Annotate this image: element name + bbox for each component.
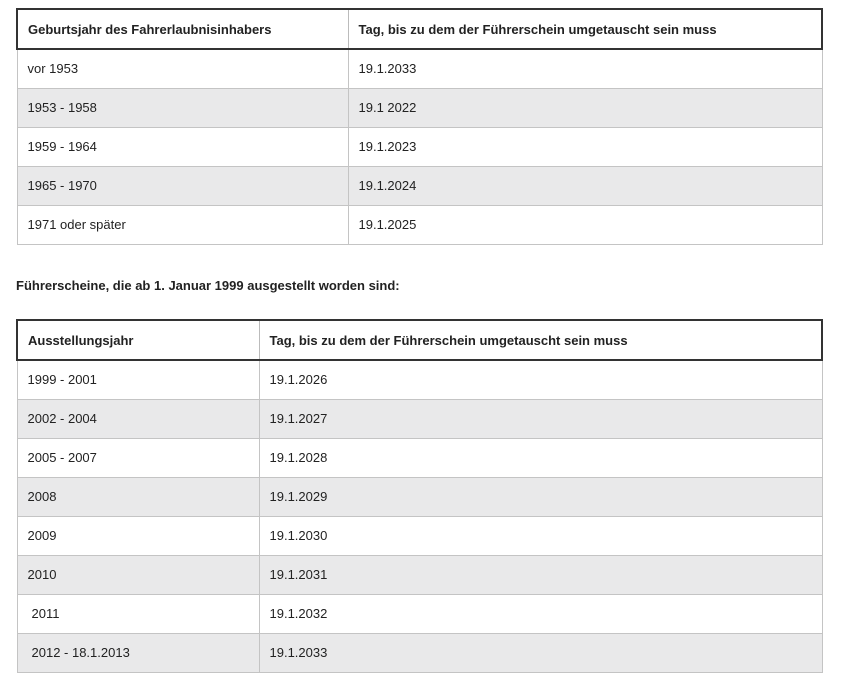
exchange-date-cell: 19.1.2026 [259,360,822,399]
column-header-birth-year: Geburtsjahr des Fahrerlaubnisinhabers [17,9,348,49]
table-header-row [17,9,822,49]
birth-year-cell: vor 1953 [17,49,348,88]
exchange-date-cell: 19.1.2030 [259,516,822,555]
birth-year-table [16,8,823,245]
exchange-date-cell: 19.1.2023 [348,127,822,166]
table-row [17,88,822,127]
issue-year-cell: 1999 - 2001 [17,360,259,399]
exchange-date-cell: 19.1.2027 [259,399,822,438]
issue-year-cell: 2005 - 2007 [17,438,259,477]
table-row [17,516,822,555]
table-row [17,360,822,399]
issue-year-cell: 2011 [17,594,259,633]
exchange-date-cell: 19.1.2024 [348,166,822,205]
issue-year-cell: 2008 [17,477,259,516]
table-row [17,49,822,88]
table-row [17,633,822,672]
table-row [17,127,822,166]
exchange-date-cell: 19.1.2033 [348,49,822,88]
birth-year-cell: 1959 - 1964 [17,127,348,166]
table-row [17,594,822,633]
section-heading: Führerscheine, die ab 1. Januar 1999 ausgestellt worden sind: [16,278,400,293]
birth-year-cell: 1965 - 1970 [17,166,348,205]
issue-year-cell: 2010 [17,555,259,594]
column-header-exchange-date: Tag, bis zu dem der Führerschein umgetauscht sein muss [259,320,822,360]
birth-year-cell: 1971 oder später [17,205,348,244]
issue-year-table [16,319,823,673]
exchange-date-cell: 19.1.2032 [259,594,822,633]
issue-year-cell: 2012 - 18.1.2013 [17,633,259,672]
column-header-exchange-date: Tag, bis zu dem der Führerschein umgetauscht sein muss [348,9,822,49]
birth-year-cell: 1953 - 1958 [17,88,348,127]
issue-year-cell: 2002 - 2004 [17,399,259,438]
table-header-row [17,320,822,360]
exchange-date-cell: 19.1.2031 [259,555,822,594]
table-row [17,438,822,477]
table-row [17,399,822,438]
issue-year-cell: 2009 [17,516,259,555]
exchange-date-cell: 19.1.2029 [259,477,822,516]
exchange-date-cell: 19.1 2022 [348,88,822,127]
column-header-issue-year: Ausstellungsjahr [17,320,259,360]
exchange-date-cell: 19.1.2033 [259,633,822,672]
table-row [17,205,822,244]
table-row [17,166,822,205]
table-row [17,555,822,594]
exchange-date-cell: 19.1.2028 [259,438,822,477]
table-row [17,477,822,516]
exchange-date-cell: 19.1.2025 [348,205,822,244]
